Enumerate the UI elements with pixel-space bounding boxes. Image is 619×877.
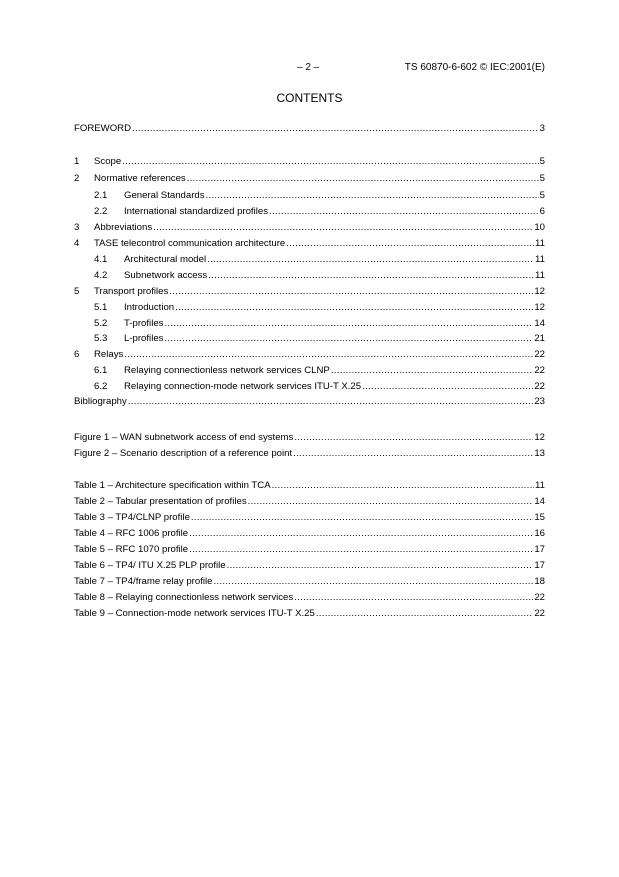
toc-entry-page: 18: [534, 576, 545, 587]
section-number: 2.2: [94, 206, 108, 217]
toc-entry-subsection[interactable]: [94, 190, 545, 202]
toc-entry-page: 17: [534, 544, 545, 555]
toc-entry-section[interactable]: [74, 222, 545, 234]
dot-leader: [286, 238, 534, 250]
toc-entry-page: 12: [534, 302, 545, 313]
section-number: 5.3: [94, 333, 108, 344]
toc-entry-label: L-profiles: [124, 333, 164, 344]
toc-entry-label: Transport profiles: [94, 286, 169, 297]
section-number: 4.2: [94, 270, 108, 281]
dot-leader: [207, 254, 534, 266]
document-reference: TS 60870-6-602 © IEC:2001(E): [404, 62, 545, 73]
toc-entry-page: 11: [535, 254, 545, 265]
dot-leader: [164, 333, 533, 345]
toc-entry-table[interactable]: [74, 608, 545, 620]
toc-entry-figure[interactable]: [74, 448, 545, 460]
toc-entry-label: Relaying connection-mode network services ITU-T X.25: [124, 381, 362, 392]
toc-entry-page: 6: [539, 206, 545, 217]
toc-entry-label: FOREWORD: [74, 123, 132, 134]
dot-leader: [122, 156, 538, 168]
toc-entry-label: Table 7 – TP4/frame relay profile: [74, 576, 213, 587]
toc-entry-label: Table 3 – TP4/CLNP profile: [74, 512, 190, 523]
toc-entry-label: Table 4 – RFC 1006 profile: [74, 528, 189, 539]
toc-entry-subsection[interactable]: [94, 206, 545, 218]
toc-entry-page: 21: [534, 333, 545, 344]
page-number: – 2 –: [297, 62, 320, 73]
toc-entry-page: 23: [534, 396, 545, 407]
toc-entry-table[interactable]: [74, 560, 545, 572]
dot-leader: [189, 528, 533, 540]
toc-entry-subsection[interactable]: [94, 365, 545, 377]
toc-entry-subsection[interactable]: [94, 254, 545, 266]
toc-entry-page: 3: [539, 123, 545, 134]
section-number: 5.1: [94, 302, 108, 313]
dot-leader: [206, 190, 539, 202]
dot-leader: [189, 544, 533, 556]
toc-entry-section[interactable]: [74, 173, 545, 185]
toc-entry-page: 12: [534, 432, 545, 443]
toc-entry-label: Relays: [94, 349, 124, 360]
toc-entry-label: Introduction: [124, 302, 175, 313]
section-number: 1: [74, 156, 80, 167]
toc-entry-page: 11: [535, 480, 545, 491]
toc-entry-subsection[interactable]: [94, 333, 545, 345]
toc-entry-subsection[interactable]: [94, 381, 545, 393]
section-number: 5.2: [94, 318, 108, 329]
toc-entry-section[interactable]: [74, 286, 545, 298]
toc-entry-page: 17: [534, 560, 545, 571]
toc-entry-label: Relaying connectionless network services CLNP: [124, 365, 330, 376]
dot-leader: [124, 349, 533, 361]
dot-leader: [248, 496, 534, 508]
toc-entry-page: 5: [539, 156, 545, 167]
dot-leader: [272, 480, 534, 492]
contents-heading: CONTENTS: [276, 91, 343, 105]
toc-entry-section[interactable]: [74, 156, 545, 168]
toc-entry-label: Normative references: [94, 173, 186, 184]
dot-leader: [164, 318, 533, 330]
toc-entry-label: Abbreviations: [94, 222, 153, 233]
toc-entry-label: Table 8 – Relaying connectionless network services: [74, 592, 294, 603]
section-number: 6.1: [94, 365, 108, 376]
toc-entry-label: Figure 1 – WAN subnetwork access of end systems: [74, 432, 294, 443]
toc-entry-label: Table 2 – Tabular presentation of profiles: [74, 496, 247, 507]
toc-entry-section[interactable]: [74, 349, 545, 361]
toc-entry-subsection[interactable]: [94, 302, 545, 314]
toc-entry-table[interactable]: [74, 576, 545, 588]
section-number: 4: [74, 238, 80, 249]
toc-entry-section[interactable]: [74, 238, 545, 250]
toc-entry-page: 5: [539, 190, 545, 201]
toc-entry-label: Table 6 – TP4/ ITU X.25 PLP profile: [74, 560, 226, 571]
section-number: 2: [74, 173, 80, 184]
toc-entry-page: 22: [534, 608, 545, 619]
toc-entry-label: Architectural model: [124, 254, 207, 265]
toc-entry-page: 10: [534, 222, 545, 233]
toc-entry-label: Table 9 – Connection-mode network services ITU-T X.25: [74, 608, 315, 619]
dot-leader: [191, 512, 533, 524]
toc-entry-figure[interactable]: [74, 432, 545, 444]
toc-entry-foreword[interactable]: [74, 123, 545, 135]
section-number: 5: [74, 286, 80, 297]
dot-leader: [128, 396, 534, 408]
dot-leader: [208, 270, 534, 282]
toc-entry-page: 16: [534, 528, 545, 539]
dot-leader: [132, 123, 539, 135]
dot-leader: [153, 222, 533, 234]
toc-entry-page: 11: [535, 270, 545, 281]
toc-entry-label: Subnetwork access: [124, 270, 208, 281]
toc-entry-table[interactable]: [74, 592, 545, 604]
dot-leader: [294, 592, 533, 604]
toc-entry-label: Scope: [94, 156, 122, 167]
toc-entry-page: 22: [534, 349, 545, 360]
dot-leader: [293, 448, 533, 460]
section-number: 6.2: [94, 381, 108, 392]
dot-leader: [213, 576, 533, 588]
dot-leader: [187, 173, 539, 185]
toc-entry-table[interactable]: [74, 480, 545, 492]
toc-entry-label: Table 5 – RFC 1070 profile: [74, 544, 189, 555]
dot-leader: [227, 560, 534, 572]
toc-entry-table[interactable]: [74, 512, 545, 524]
toc-entry-bibliography[interactable]: [74, 396, 545, 408]
dot-leader: [269, 206, 539, 218]
toc-entry-table[interactable]: [74, 496, 545, 508]
toc-entry-page: 13: [534, 448, 545, 459]
toc-entry-page: 14: [534, 496, 545, 507]
dot-leader: [175, 302, 533, 314]
toc-entry-label: TASE telecontrol communication architecture: [94, 238, 286, 249]
toc-entry-page: 5: [539, 173, 545, 184]
toc-entry-label: Bibliography: [74, 396, 127, 407]
toc-entry-page: 15: [534, 512, 545, 523]
toc-entry-page: 22: [534, 381, 545, 392]
section-number: 4.1: [94, 254, 108, 265]
dot-leader: [362, 381, 533, 393]
toc-entry-page: 11: [535, 238, 545, 249]
toc-entry-page: 12: [534, 286, 545, 297]
toc-entry-label: Figure 2 – Scenario description of a reference point: [74, 448, 293, 459]
dot-leader: [316, 608, 533, 620]
toc-entry-subsection[interactable]: [94, 318, 545, 330]
toc-entry-label: International standardized profiles: [124, 206, 268, 217]
toc-entry-page: 22: [534, 592, 545, 603]
section-number: 6: [74, 349, 80, 360]
section-number: 2.1: [94, 190, 108, 201]
toc-entry-label: T-profiles: [124, 318, 164, 329]
dot-leader: [169, 286, 533, 298]
section-number: 3: [74, 222, 80, 233]
toc-entry-subsection[interactable]: [94, 270, 545, 282]
dot-leader: [294, 432, 533, 444]
toc-entry-label: Table 1 – Architecture specification within TCA: [74, 480, 271, 491]
toc-entry-page: 22: [534, 365, 545, 376]
toc-entry-table[interactable]: [74, 528, 545, 540]
dot-leader: [331, 365, 534, 377]
toc-entry-label: General Standards: [124, 190, 205, 201]
toc-entry-table[interactable]: [74, 544, 545, 556]
toc-entry-page: 14: [534, 318, 545, 329]
